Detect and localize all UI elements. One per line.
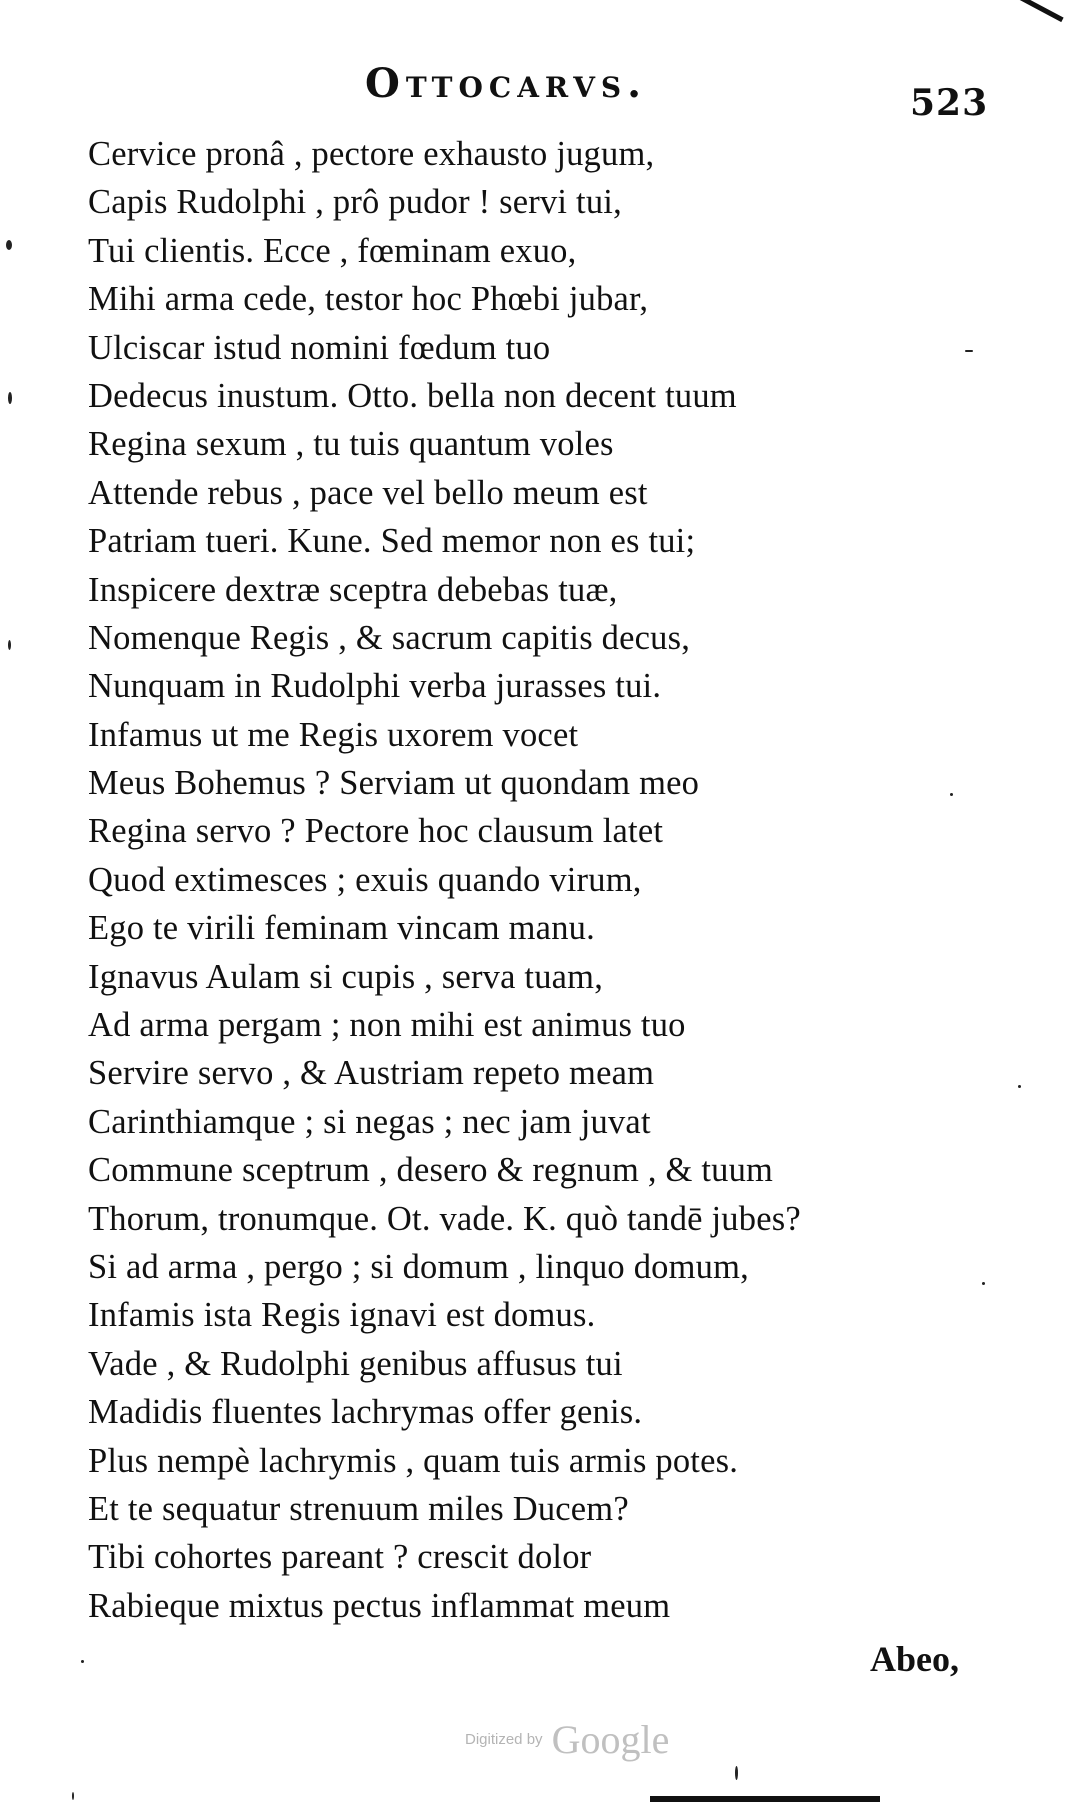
digitized-watermark <box>465 1716 669 1763</box>
verse-line: Et te sequatur strenuum miles Ducem? <box>88 1489 629 1528</box>
verse-line: Madidis fluentes lachrymas offer genis. <box>88 1393 643 1432</box>
verse-line: Ego te virili feminam vincam manu. <box>88 909 595 948</box>
scan-speck <box>982 1282 985 1285</box>
verse-line: Meus Bohemus ? Serviam ut quondam meo <box>88 764 700 803</box>
bottom-ink-rule <box>650 1796 880 1802</box>
verse-line: Nomenque Regis , & sacrum capitis decus, <box>88 618 691 657</box>
verse-line: Capis Rudolphi , prô pudor ! servi tui, <box>88 183 622 222</box>
verse-line: Patriam tueri. Kune. Sed memor non es tui; <box>88 522 696 561</box>
verse-line: Servire servo , & Austriam repeto meam <box>88 1054 655 1093</box>
verse-line: Vade , & Rudolphi genibus affusus tui <box>88 1344 623 1383</box>
verse-line: Dedecus inustum. Otto. bella non decent tuum <box>88 376 737 415</box>
verse-line: Regina servo ? Pectore hoc clausum latet <box>88 812 664 851</box>
verse-line: Nunquam in Rudolphi verba jurasses tui. <box>88 667 662 706</box>
verse-line: Cervice pronâ , pectore exhausto jugum, <box>88 135 655 173</box>
verse-line: Ignavus Aulam si cupis , serva tuam, <box>88 957 604 996</box>
verse-line: Tibi cohortes pareant ? crescit dolor <box>88 1538 592 1577</box>
scan-speck <box>6 240 12 250</box>
verse-line: Infamus ut me Regis uxorem vocet <box>88 715 579 754</box>
verse-line: Mihi arma cede, testor hoc Phœbi jubar, <box>88 280 649 319</box>
verse-line: Ad arma pergam ; non mihi est animus tuo <box>88 1006 686 1045</box>
catchword: Abeo, <box>870 1639 959 1679</box>
scan-speck <box>72 1792 74 1800</box>
verse-line: Infamis ista Regis ignavi est domus. <box>88 1296 596 1335</box>
scan-speck <box>950 793 953 796</box>
verse-line: Plus nempè lachrymis , quam tuis armis potes. <box>88 1441 739 1480</box>
scan-speck <box>735 1766 738 1780</box>
corner-ink-mark <box>1008 0 1073 22</box>
verse-line: Thorum, tronumque. Ot. vade. K. quò tandē jubes? <box>88 1199 801 1238</box>
verse-line: Ulciscar istud nomini fœdum tuo <box>88 328 551 367</box>
verse-line: Carinthiamque ; si negas ; nec jam juvat <box>88 1102 651 1141</box>
verse-block <box>88 130 1008 1630</box>
google-logo: Google <box>551 1717 670 1762</box>
page-number: 523 <box>910 82 989 124</box>
scan-speck <box>965 350 973 352</box>
scan-speck <box>81 1660 84 1663</box>
scan-speck <box>8 640 11 650</box>
running-title: Ottocarvs. <box>365 60 648 107</box>
verse-line: Quod extimesces ; exuis quando virum, <box>88 860 642 899</box>
digitized-label: Digitized by <box>465 1731 543 1748</box>
verse-line: Inspicere dextræ sceptra debebas tuæ, <box>88 570 618 609</box>
verse-line: Commune sceptrum , desero & regnum , & tuum <box>88 1151 774 1190</box>
verse-line: Tui clientis. Ecce , fœminam exuo, <box>88 231 577 270</box>
verse-line: Regina sexum , tu tuis quantum voles <box>88 425 614 464</box>
scan-speck <box>8 392 12 404</box>
verse-line: Si ad arma , pergo ; si domum , linquo domum, <box>88 1247 749 1286</box>
verse-line: Attende rebus , pace vel bello meum est <box>88 473 648 512</box>
verse-line: Rabieque mixtus pectus inflammat meum <box>88 1586 671 1625</box>
scan-speck <box>1018 1085 1021 1088</box>
